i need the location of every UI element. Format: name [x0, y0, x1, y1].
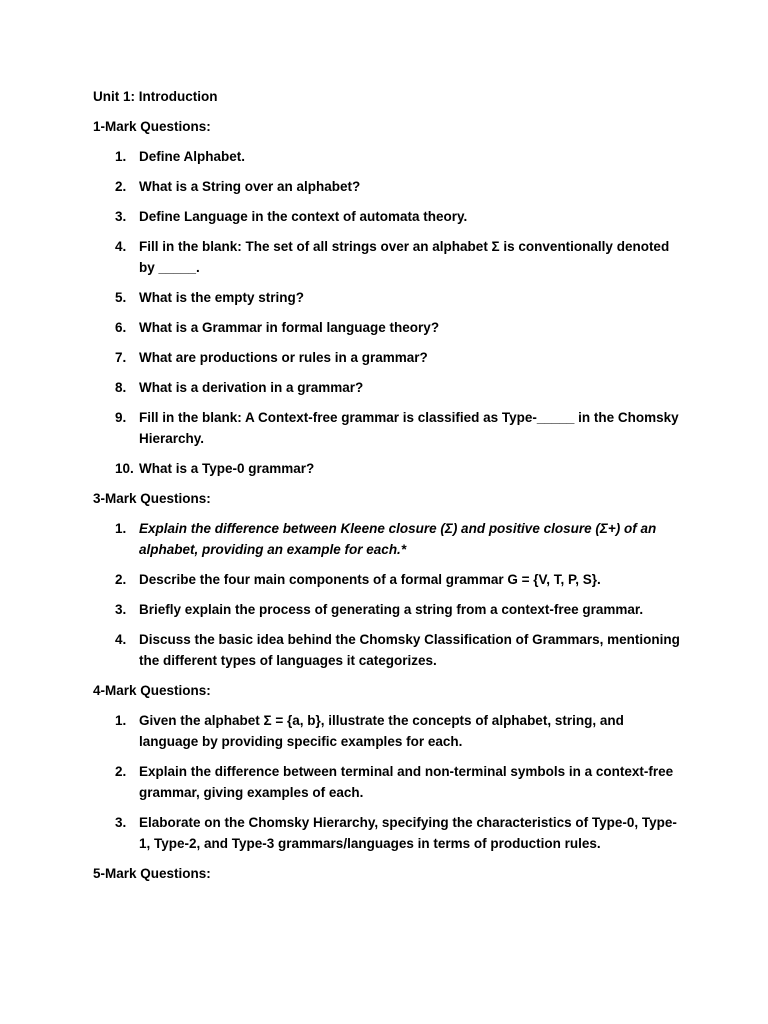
list-item — [93, 458, 683, 479]
section-heading-1-mark: 1-Mark Questions: — [93, 119, 211, 134]
question-text: What is a String over an alphabet? — [139, 179, 361, 194]
list-item — [93, 599, 683, 620]
question-number: 10. — [115, 461, 134, 476]
question-number: 4. — [115, 239, 127, 254]
question-list-3-mark — [93, 518, 683, 671]
list-item — [93, 287, 683, 308]
list-item — [93, 812, 683, 854]
question-list-4-mark — [93, 710, 683, 854]
unit-title: Unit 1: Introduction — [93, 89, 218, 104]
list-item — [93, 236, 683, 278]
question-text: Explain the difference between Kleene closure (Σ) and positive closure (Σ+) of an alphabet, providing an example for each.* — [139, 521, 657, 557]
question-text: Define Language in the context of automata theory. — [139, 209, 468, 224]
question-text: Fill in the blank: A Context-free grammar is classified as Type-_____ in the Chomsky Hierarchy. — [139, 410, 679, 446]
question-number: 5. — [115, 290, 127, 305]
list-item — [93, 518, 683, 560]
list-item — [93, 347, 683, 368]
question-number: 1. — [115, 713, 127, 728]
question-number: 3. — [115, 602, 127, 617]
question-number: 3. — [115, 815, 127, 830]
question-number: 8. — [115, 380, 127, 395]
question-text: Elaborate on the Chomsky Hierarchy, specifying the characteristics of Type-0, Type-1, Type-2, and Type-3 grammars/languages in terms of production rules. — [139, 815, 677, 851]
list-item — [93, 377, 683, 398]
question-number: 1. — [115, 149, 127, 164]
question-number: 1. — [115, 521, 127, 536]
question-number: 2. — [115, 179, 127, 194]
question-text: What are productions or rules in a grammar? — [139, 350, 428, 365]
list-item — [93, 176, 683, 197]
list-item — [93, 761, 683, 803]
list-item — [93, 146, 683, 167]
list-item — [93, 317, 683, 338]
question-text: Given the alphabet Σ = {a, b}, illustrate the concepts of alphabet, string, and language by providing specific examples for each. — [139, 713, 624, 749]
question-text: What is a Type-0 grammar? — [139, 461, 315, 476]
question-text: Explain the difference between terminal and non-terminal symbols in a context-free grammar, giving examples of each. — [139, 764, 674, 800]
question-text: What is a Grammar in formal language theory? — [139, 320, 440, 335]
list-item — [93, 206, 683, 227]
document-page — [93, 86, 683, 893]
list-item — [93, 710, 683, 752]
question-text: What is the empty string? — [139, 290, 305, 305]
section-heading-3-mark: 3-Mark Questions: — [93, 491, 211, 506]
question-number: 3. — [115, 209, 127, 224]
question-text: Fill in the blank: The set of all strings over an alphabet Σ is conventionally denoted by _____. — [139, 239, 670, 275]
question-text: Discuss the basic idea behind the Chomsky Classification of Grammars, mentioning the different types of languages it categorizes. — [139, 632, 680, 668]
question-number: 4. — [115, 632, 127, 647]
question-number: 2. — [115, 764, 127, 779]
question-number: 9. — [115, 410, 127, 425]
question-text: What is a derivation in a grammar? — [139, 380, 364, 395]
question-text: Describe the four main components of a formal grammar G = {V, T, P, S}. — [139, 572, 601, 587]
question-number: 2. — [115, 572, 127, 587]
section-heading-5-mark: 5-Mark Questions: — [93, 866, 211, 881]
question-number: 6. — [115, 320, 127, 335]
question-number: 7. — [115, 350, 127, 365]
question-text: Briefly explain the process of generating a string from a context-free grammar. — [139, 602, 644, 617]
question-text: Define Alphabet. — [139, 149, 246, 164]
section-heading-4-mark: 4-Mark Questions: — [93, 683, 211, 698]
list-item — [93, 569, 683, 590]
list-item — [93, 629, 683, 671]
question-list-1-mark — [93, 146, 683, 479]
list-item — [93, 407, 683, 449]
